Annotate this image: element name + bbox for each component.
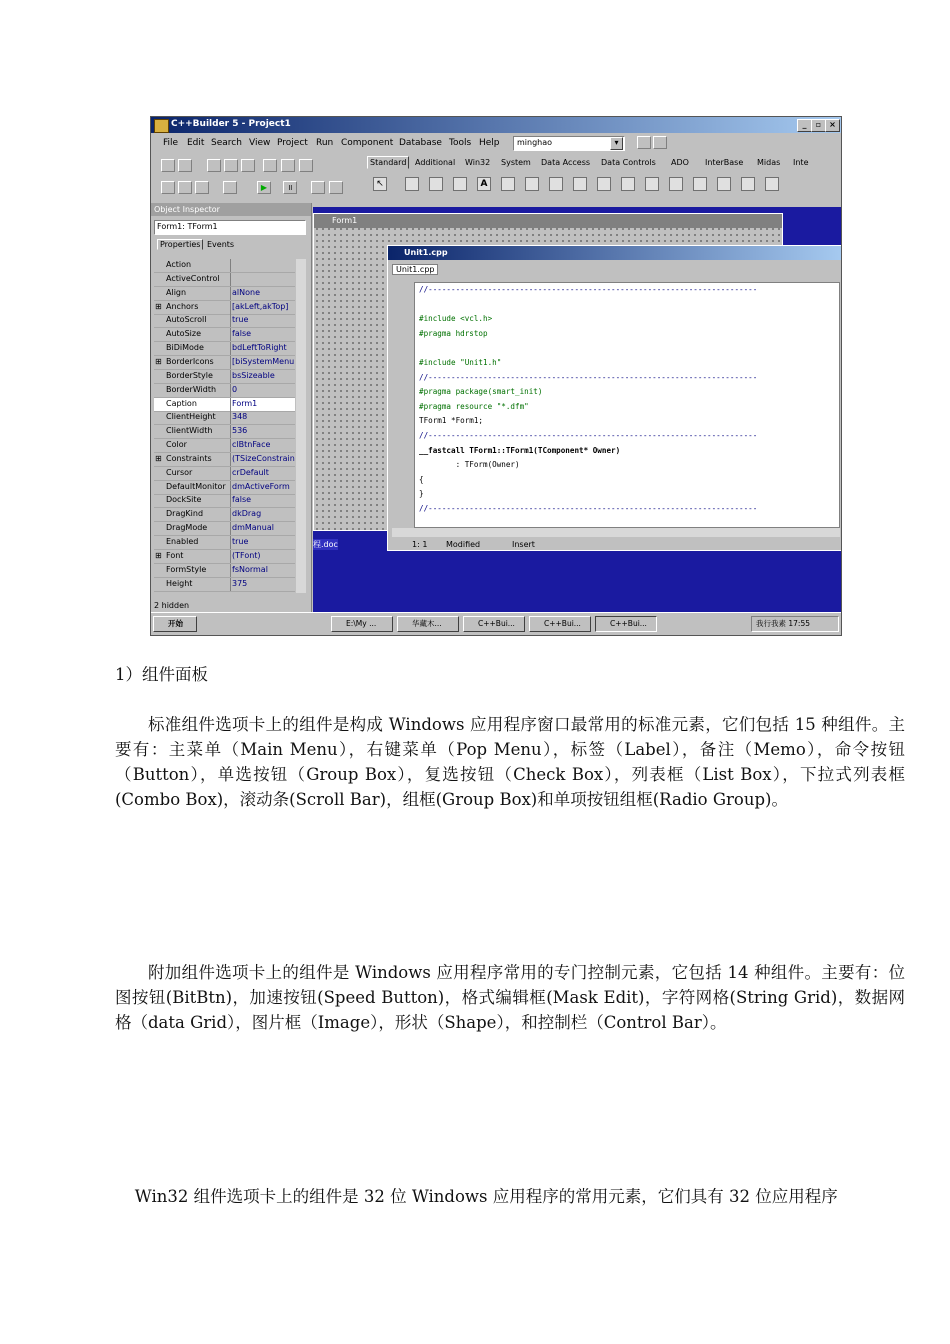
column-divider (230, 342, 231, 355)
property-name: BorderIcons (166, 356, 214, 366)
menu-file[interactable]: File (163, 138, 179, 148)
code-line: //------------------------------------------------------------------------ (419, 504, 758, 513)
property-value[interactable]: (TFont) (232, 550, 261, 560)
property-row[interactable] (154, 578, 295, 592)
desk-doc-label: 程.doc (313, 540, 338, 549)
expand-icon[interactable]: ⊞ (155, 356, 162, 366)
memo-icon[interactable] (525, 177, 539, 191)
property-value[interactable]: bsSizeable (232, 370, 275, 380)
property-row[interactable] (154, 467, 295, 481)
property-row[interactable] (154, 328, 295, 342)
form1-title: Form1 (332, 216, 358, 225)
property-name: AutoSize (166, 329, 201, 339)
menu-tools[interactable]: Tools (449, 138, 472, 148)
object-selector[interactable] (154, 220, 306, 235)
property-value[interactable]: clBtnFace (232, 440, 271, 450)
column-divider (230, 578, 231, 591)
checkbox-icon[interactable] (573, 177, 587, 191)
set-debug-desktop-icon[interactable] (653, 136, 667, 149)
tab-events[interactable]: Events (207, 240, 235, 249)
app-title: C++Builder 5 - Project1 (171, 119, 291, 129)
actionlist-icon[interactable] (765, 177, 779, 191)
column-divider (230, 301, 231, 314)
column-divider (230, 481, 231, 494)
task-5[interactable]: C++Bui... (595, 616, 657, 632)
property-name: Height (166, 578, 193, 588)
expand-icon[interactable]: ⊞ (155, 453, 162, 463)
status-modified: Modified (446, 540, 481, 549)
property-name: Align (166, 287, 187, 297)
save-icon[interactable] (207, 159, 221, 172)
column-divider (230, 328, 231, 341)
tab-win32[interactable]: Win32 (465, 158, 491, 167)
property-name: Anchors (166, 301, 199, 311)
status-position: 1: 1 (412, 540, 428, 549)
menu-bar (151, 135, 511, 151)
property-name: ClientHeight (166, 412, 216, 422)
tab-interbase[interactable]: InterBase (705, 158, 744, 167)
column-divider (230, 398, 231, 411)
property-value[interactable]: bdLeftToRight (232, 343, 287, 353)
minimize-button[interactable]: _ (797, 119, 812, 132)
section-heading: 1）组件面板 (115, 665, 208, 684)
code-line: //------------------------------------------------------------------------ (419, 431, 758, 440)
property-value[interactable]: crDefault (232, 467, 269, 477)
property-row[interactable] (154, 384, 295, 398)
property-row[interactable] (154, 453, 295, 467)
menu-run[interactable]: Run (316, 138, 334, 148)
listbox-icon[interactable] (621, 177, 635, 191)
column-divider (230, 453, 231, 466)
column-divider (230, 314, 231, 327)
radiogroup-icon[interactable] (717, 177, 731, 191)
restore-button[interactable]: ▫ (811, 119, 826, 132)
object-inspector (151, 203, 312, 619)
menu-search[interactable]: Search (211, 138, 242, 148)
editor-hscrollbar[interactable] (392, 528, 840, 537)
property-value[interactable]: 348 (232, 412, 248, 422)
column-divider (230, 273, 231, 286)
property-row[interactable] (154, 536, 295, 550)
property-value[interactable]: false (232, 329, 252, 339)
task-3[interactable]: C++Bui... (463, 616, 525, 632)
property-row[interactable] (154, 273, 295, 287)
property-row[interactable] (154, 481, 295, 495)
tab-additional[interactable]: Additional (415, 158, 456, 167)
property-row[interactable] (154, 439, 295, 453)
property-name: DockSite (166, 495, 202, 505)
property-value[interactable]: false (232, 495, 252, 505)
property-value[interactable]: [biSystemMenu (232, 356, 295, 366)
pause-icon[interactable]: ॥ (283, 181, 297, 194)
trace-into-icon[interactable] (311, 181, 325, 194)
component-palette-tabs (365, 155, 842, 171)
task-2[interactable]: 华藏木... (397, 616, 459, 632)
property-row[interactable] (154, 287, 295, 301)
property-name: DragMode (166, 523, 208, 533)
cbuilder-screenshot (150, 116, 842, 636)
property-name: BiDiMode (166, 343, 204, 353)
code-area[interactable] (414, 282, 840, 528)
property-name: ClientWidth (166, 426, 213, 436)
taskbar (151, 612, 842, 636)
frames-icon[interactable] (405, 177, 419, 191)
run-icon[interactable]: ▶ (257, 181, 271, 194)
property-row[interactable] (154, 564, 295, 578)
step-over-icon[interactable] (329, 181, 343, 194)
save-desktop-icon[interactable] (637, 136, 651, 149)
column-divider (230, 384, 231, 397)
status-insert: Insert (512, 540, 535, 549)
property-value[interactable]: dmManual (232, 523, 274, 533)
column-divider (230, 522, 231, 535)
property-value[interactable]: true (232, 537, 249, 546)
code-line: #pragma resource "*.dfm" (419, 401, 529, 411)
property-row[interactable] (154, 314, 295, 328)
main-menu-icon[interactable] (429, 177, 443, 191)
column-divider (230, 439, 231, 452)
tab-data-access[interactable]: Data Access (541, 158, 591, 167)
property-name: BorderWidth (166, 384, 217, 394)
button-icon[interactable] (549, 177, 563, 191)
code-line: #include <vcl.h> (419, 314, 493, 324)
tab-internet[interactable]: Inte (793, 158, 809, 167)
radio-button-icon[interactable] (597, 177, 611, 191)
property-name: AutoScroll (166, 315, 207, 325)
save-all-icon[interactable] (224, 159, 238, 172)
code-line: #pragma hdrstop (419, 328, 488, 338)
pointer-icon[interactable]: ↖ (373, 177, 387, 191)
column-divider (230, 370, 231, 383)
object-inspector-title: Object Inspector (154, 205, 220, 214)
property-value[interactable]: 375 (232, 578, 248, 588)
view-unit-icon[interactable] (161, 181, 175, 194)
property-name: DefaultMonitor (166, 481, 226, 491)
code-line: { (419, 474, 424, 484)
tab-system[interactable]: System (501, 158, 531, 167)
property-row[interactable] (154, 342, 295, 356)
property-row[interactable] (154, 522, 295, 536)
chevron-down-icon[interactable]: ▾ (610, 137, 623, 150)
property-value[interactable]: 0 (232, 384, 238, 394)
property-row[interactable] (154, 259, 295, 273)
tab-midas[interactable]: Midas (757, 158, 781, 167)
task-4[interactable]: C++Bui... (529, 616, 591, 632)
property-value[interactable]: 536 (232, 426, 248, 436)
remove-from-project-icon[interactable] (281, 159, 295, 172)
toggle-form-unit-icon[interactable] (195, 181, 209, 194)
paragraph-standard: 标准组件选项卡上的组件是构成 Windows 应用程序窗口最常用的标准元素，它们包括 15 种组件。主要有：主菜单（Main Menu），右键菜单（Pop Menu），标签（Label），备注（Memo），命令按钮（Button），单选按钮（Group Box），复选按钮（Check Box），列表框（List Box），下拉式列表框(Combo Box)，滚动条(Scroll Bar)，组框(Group Box)和单项按钮组框(Radio Group)。 (115, 715, 905, 809)
menu-component[interactable]: Component (341, 138, 394, 148)
object-selector-value: Form1: TForm1 (157, 222, 218, 231)
code-line: //------------------------------------------------------------------------ (419, 285, 758, 294)
property-name: FormStyle (166, 564, 207, 574)
groupbox-icon[interactable] (693, 177, 707, 191)
property-name: Enabled (166, 537, 199, 546)
menu-project[interactable]: Project (277, 138, 308, 148)
tab-unit1-cpp[interactable]: Unit1.cpp (392, 264, 438, 275)
column-divider (230, 467, 231, 480)
menu-view[interactable]: View (249, 138, 271, 148)
tab-data-controls[interactable]: Data Controls (601, 158, 656, 167)
label-icon[interactable]: A (477, 177, 491, 191)
scrollbar-icon[interactable] (669, 177, 683, 191)
object-inspector-title-bar (151, 203, 311, 216)
form1-title-bar (314, 214, 782, 228)
property-row[interactable] (154, 425, 295, 439)
column-divider (230, 287, 231, 300)
code-line: #include "Unit1.h" (419, 358, 502, 367)
column-divider (230, 425, 231, 438)
tab-ado[interactable]: ADO (671, 158, 689, 167)
help-icon[interactable] (299, 159, 313, 172)
code-editor-title: Unit1.cpp (404, 248, 448, 257)
column-divider (230, 356, 231, 369)
property-row[interactable] (154, 494, 295, 508)
combobox-icon[interactable] (645, 177, 659, 191)
code-editor-window (387, 245, 842, 551)
property-row[interactable] (154, 356, 295, 370)
edit-icon[interactable] (501, 177, 515, 191)
hidden-count: 2 hidden (154, 601, 190, 610)
property-name: Color (166, 440, 187, 450)
column-divider (230, 536, 231, 549)
new-form-icon[interactable] (223, 181, 237, 194)
property-value[interactable]: dmActiveForm (232, 481, 290, 491)
property-value[interactable]: fsNormal (232, 564, 268, 574)
property-scrollbar[interactable] (296, 259, 306, 593)
property-row[interactable] (154, 398, 295, 412)
tray-clock: 我行我素 17:55 (751, 616, 839, 632)
cbuilder-app-icon (154, 119, 169, 133)
column-divider (230, 564, 231, 577)
expand-icon[interactable]: ⊞ (155, 550, 162, 560)
property-value[interactable]: (TSizeConstrain (232, 453, 295, 463)
code-line: TForm1 *Form1; (419, 416, 484, 426)
desktop-combo-value: minghao (517, 138, 553, 147)
menu-database[interactable]: Database (399, 138, 442, 148)
desktop-combo[interactable] (513, 136, 625, 151)
property-row[interactable] (154, 370, 295, 384)
code-line: #pragma package(smart_init) (419, 387, 543, 397)
add-to-project-icon[interactable] (263, 159, 277, 172)
paragraph-additional: 附加组件选项卡上的组件是 Windows 应用程序常用的专门控制元素，它包括 14 种组件。主要有：位图按钮(BitBtn)，加速按钮(Speed Button)，格式编辑框(Mask Edit)，字符网格(String Grid)，数据网格（data Grid），图片框（Image），形状（Shape），和控制栏（Control Bar）。 (115, 963, 905, 1032)
column-divider (230, 550, 231, 563)
property-row[interactable] (154, 508, 295, 522)
task-1[interactable]: E:\My ... (331, 616, 393, 632)
tab-properties[interactable]: Properties (157, 239, 203, 250)
property-name: Cursor (166, 467, 193, 477)
view-form-icon[interactable] (178, 181, 192, 194)
property-name: BorderStyle (166, 370, 213, 380)
property-row[interactable] (154, 301, 295, 315)
property-name: Font (166, 550, 184, 560)
code-line: __fastcall TForm1::TForm1(TComponent* Owner) (419, 445, 621, 455)
property-name: Constraints (166, 453, 212, 463)
open-icon[interactable] (178, 159, 192, 172)
menu-help[interactable]: Help (479, 138, 500, 148)
column-divider (230, 494, 231, 507)
close-button[interactable]: × (825, 119, 840, 132)
property-list (151, 259, 299, 599)
start-button[interactable]: 开始 (153, 616, 197, 632)
code-line: : TForm(Owner) (419, 460, 520, 470)
code-line: //------------------------------------------------------------------------ (419, 372, 758, 382)
new-icon[interactable] (161, 159, 175, 172)
property-name: DragKind (166, 509, 204, 519)
column-divider (230, 411, 231, 424)
code-editor-title-bar (388, 246, 842, 260)
open-project-icon[interactable] (241, 159, 255, 172)
property-value[interactable]: [akLeft,akTop] (232, 301, 289, 311)
title-bar (151, 117, 842, 133)
column-divider (230, 259, 231, 272)
panel-icon[interactable] (741, 177, 755, 191)
menu-edit[interactable]: Edit (187, 138, 205, 148)
code-line: } (419, 489, 424, 499)
property-name: Action (166, 260, 192, 269)
property-row[interactable] (154, 411, 295, 425)
property-name: Caption (166, 398, 197, 408)
property-value[interactable]: true (232, 315, 249, 325)
popup-menu-icon[interactable] (453, 177, 467, 191)
paragraph-win32: Win32 组件选项卡上的组件是 32 位 Windows 应用程序的常用元素，它们具有 32 位应用程序 (134, 1187, 838, 1206)
property-row[interactable] (154, 550, 295, 564)
column-divider (230, 508, 231, 521)
tab-standard[interactable]: Standard (367, 156, 409, 169)
property-value[interactable]: alNone (232, 287, 260, 297)
property-name: ActiveControl (166, 273, 220, 283)
expand-icon[interactable]: ⊞ (155, 301, 162, 311)
property-value[interactable]: dkDrag (232, 509, 262, 519)
property-value[interactable]: Form1 (232, 398, 258, 408)
